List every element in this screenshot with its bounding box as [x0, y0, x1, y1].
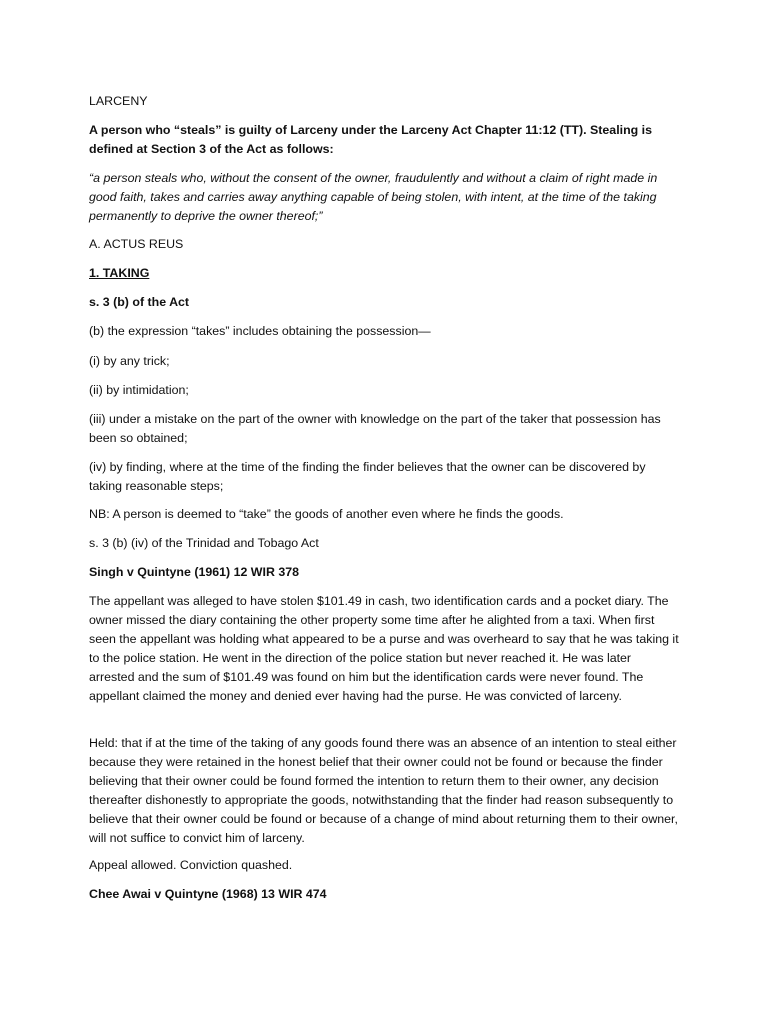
item-iv: (iv) by finding, where at the time of the finding the finder believes that the owner can be discovered by taking reasonable steps; [89, 460, 646, 493]
tt-act-reference: s. 3 (b) (iv) of the Trinidad and Tobago Act [89, 536, 319, 550]
item-iii: (iii) under a mistake on the part of the owner with knowledge on the part of the taker that possession has been so obtained; [89, 412, 661, 445]
item-i: (i) by any trick; [89, 354, 170, 368]
s3b-heading: s. 3 (b) of the Act [89, 295, 190, 309]
item-ii: (ii) by intimidation; [89, 383, 189, 397]
case2-title: Chee Awai v Quintyne (1968) 13 WIR 474 [89, 887, 327, 901]
subsection-1-heading: 1. TAKING [89, 266, 150, 280]
document-heading: LARCENY [89, 94, 148, 108]
case1-facts: The appellant was alleged to have stolen $101.49 in cash, two identification cards and a pocket diary. The owner missed the diary containing the other property some time after he alighted from a taxi. When first seen the appellant was holding what appeared to be a purse and was overheard to say that he was taking it to the police station. He went in the direction of the police station but never reached it. He was later arrested and the sum of $101.49 was found on him but the identification cards were never found. The appellant claimed the money and denied ever having had the purse. He was convicted of larceny. [89, 594, 679, 703]
nb-note: NB: A person is deemed to “take” the goods of another even where he finds the goods. [89, 507, 564, 521]
s3b-text: (b) the expression “takes” includes obtaining the possession— [89, 324, 431, 338]
case1-outcome: Appeal allowed. Conviction quashed. [89, 858, 293, 872]
section-a-heading: A. ACTUS REUS [89, 237, 184, 251]
case1-title: Singh v Quintyne (1961) 12 WIR 378 [89, 565, 300, 579]
definition-quote: “a person steals who, without the consent of the owner, fraudulently and without a claim of right made in good faith, takes and carries away anything capable of being stolen, with intent, at the time of the taking permanently to deprive the owner thereof;” [89, 171, 658, 223]
intro-paragraph: A person who “steals” is guilty of Larceny under the Larceny Act Chapter 11:12 (TT). Stealing is defined at Section 3 of the Act as follows: [89, 123, 652, 156]
case1-held: Held: that if at the time of the taking of any goods found there was an absence of an intention to steal either because they were retained in the honest belief that their owner could not be found or because the finder believing that their owner could be found formed the intention to return them to their owner, any decision thereafter dishonestly to appropriate the goods, notwithstanding that the finder had reason subsequently to believe that their owner could be found or because of a change of mind about returning them to their owner, will not suffice to convict him of larceny. [89, 736, 678, 845]
